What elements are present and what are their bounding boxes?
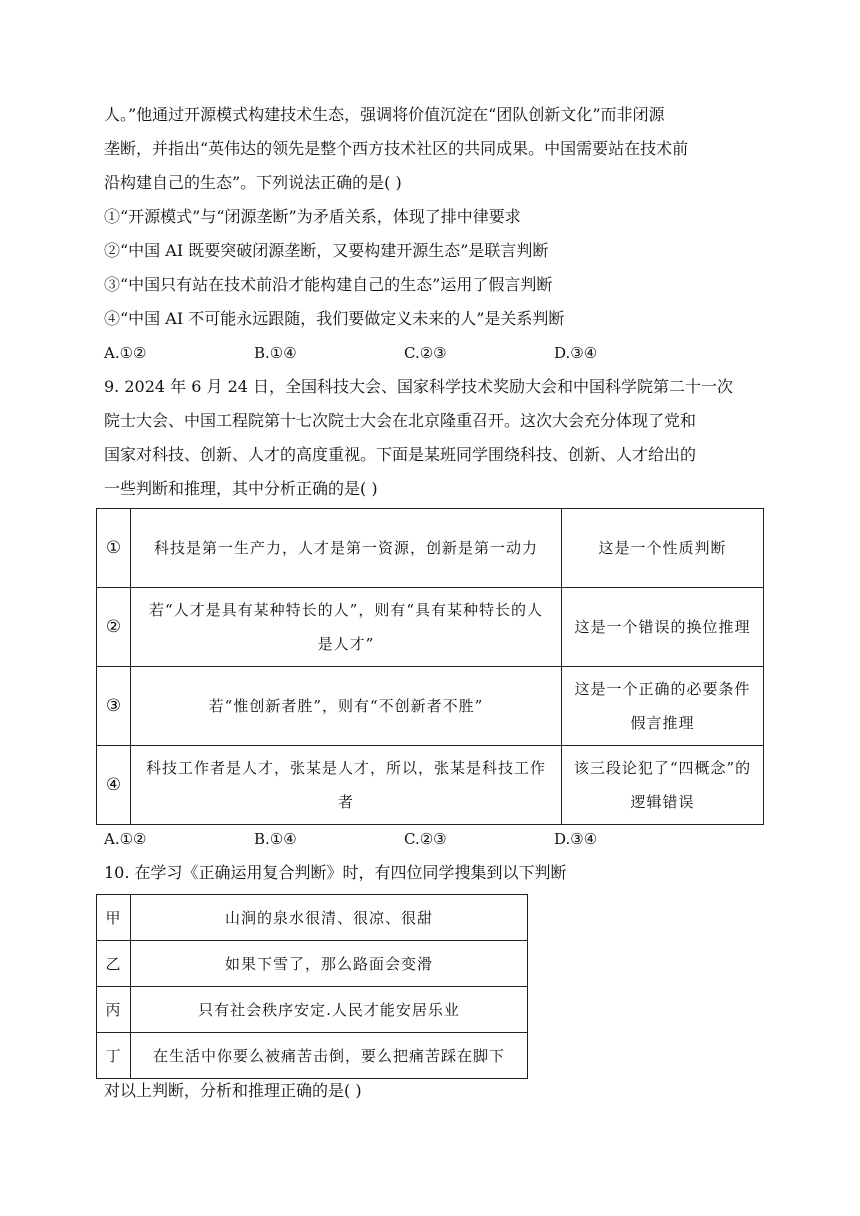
analysis-cell: 这是一个错误的换位推理 [562, 588, 764, 667]
analysis-cell: 这是一个正确的必要条件假言推理 [562, 667, 764, 746]
statement-cell: 科技工作者是人才，张某是人才，所以，张某是科技工作者 [131, 746, 562, 825]
q9-option-b[interactable]: B.①④ [254, 830, 297, 848]
table-row [97, 667, 764, 746]
statement-cell: 若“惟创新者胜”，则有“不创新者不胜” [131, 667, 562, 746]
q9-option-d[interactable]: D.③④ [554, 830, 598, 848]
judgment-cell: 如果下雪了，那么路面会变滑 [131, 941, 528, 987]
q8-statement-4: ④“中国 AI 不可能永远跟随，我们要做定义未来的人”是关系判断 [104, 309, 565, 328]
q9-judgment-table [96, 508, 764, 825]
q8-stem-line: 沿构建自己的生态”。下列说法正确的是( ) [104, 173, 402, 192]
q8-option-d[interactable]: D.③④ [554, 344, 598, 362]
q9-stem-line: 院士大会、中国工程院第十七次院士大会在北京隆重召开。这次大会充分体现了党和 [104, 411, 697, 430]
q9-stem-line: 一些判断和推理，其中分析正确的是( ) [104, 479, 378, 498]
row-number: ② [97, 588, 131, 667]
table-row [97, 895, 528, 941]
table-row [97, 588, 764, 667]
statement-cell: 科技是第一生产力，人才是第一资源，创新是第一动力 [131, 509, 562, 588]
q8-option-a[interactable]: A.①② [104, 344, 147, 362]
judgment-cell: 山涧的泉水很清、很凉、很甜 [131, 895, 528, 941]
q8-statement-3: ③“中国只有站在技术前沿才能构建自己的生态”运用了假言判断 [104, 275, 553, 294]
q9-option-c[interactable]: C.②③ [404, 830, 447, 848]
analysis-cell: 该三段论犯了“四概念”的逻辑错误 [562, 746, 764, 825]
judgment-cell: 在生活中你要么被痛苦击倒，要么把痛苦踩在脚下 [131, 1033, 528, 1079]
table-row [97, 746, 764, 825]
q9-option-a[interactable]: A.①② [104, 830, 147, 848]
table-row [97, 1033, 528, 1079]
q10-question: 对以上判断，分析和推理正确的是( ) [104, 1081, 362, 1100]
row-label: 乙 [97, 941, 131, 987]
q10-stem: 10. 在学习《正确运用复合判断》时，有四位同学搜集到以下判断 [104, 863, 567, 882]
q8-stem-line: 垄断，并指出“英伟达的领先是整个西方技术社区的共同成果。中国需要站在技术前 [104, 139, 689, 158]
row-number: ① [97, 509, 131, 588]
q9-stem-line: 国家对科技、创新、人才的高度重视。下面是某班同学围绕科技、创新、人才给出的 [104, 445, 697, 464]
q8-statement-2: ②“中国 AI 既要突破闭源垄断，又要构建开源生态”是联言判断 [104, 241, 549, 260]
row-label: 丙 [97, 987, 131, 1033]
q8-stem-line: 人。”他通过开源模式构建技术生态，强调将价值沉淀在“团队创新文化”而非闭源 [104, 105, 665, 124]
statement-cell: 若“人才是具有某种特长的人”，则有“具有某种特长的人是人才” [131, 588, 562, 667]
row-label: 甲 [97, 895, 131, 941]
q10-judgment-table [96, 894, 528, 1079]
table-row [97, 941, 528, 987]
analysis-cell: 这是一个性质判断 [562, 509, 764, 588]
q9-stem-line: 9. 2024 年 6 月 24 日，全国科技大会、国家科学技术奖励大会和中国科学院第二十一次 [104, 377, 734, 396]
table-row [97, 509, 764, 588]
row-number: ③ [97, 667, 131, 746]
table-row [97, 987, 528, 1033]
q8-option-b[interactable]: B.①④ [254, 344, 297, 362]
judgment-cell: 只有社会秩序安定.人民才能安居乐业 [131, 987, 528, 1033]
row-number: ④ [97, 746, 131, 825]
q8-statement-1: ①“开源模式”与“闭源垄断”为矛盾关系，体现了排中律要求 [104, 207, 521, 226]
q8-option-c[interactable]: C.②③ [404, 344, 447, 362]
row-label: 丁 [97, 1033, 131, 1079]
